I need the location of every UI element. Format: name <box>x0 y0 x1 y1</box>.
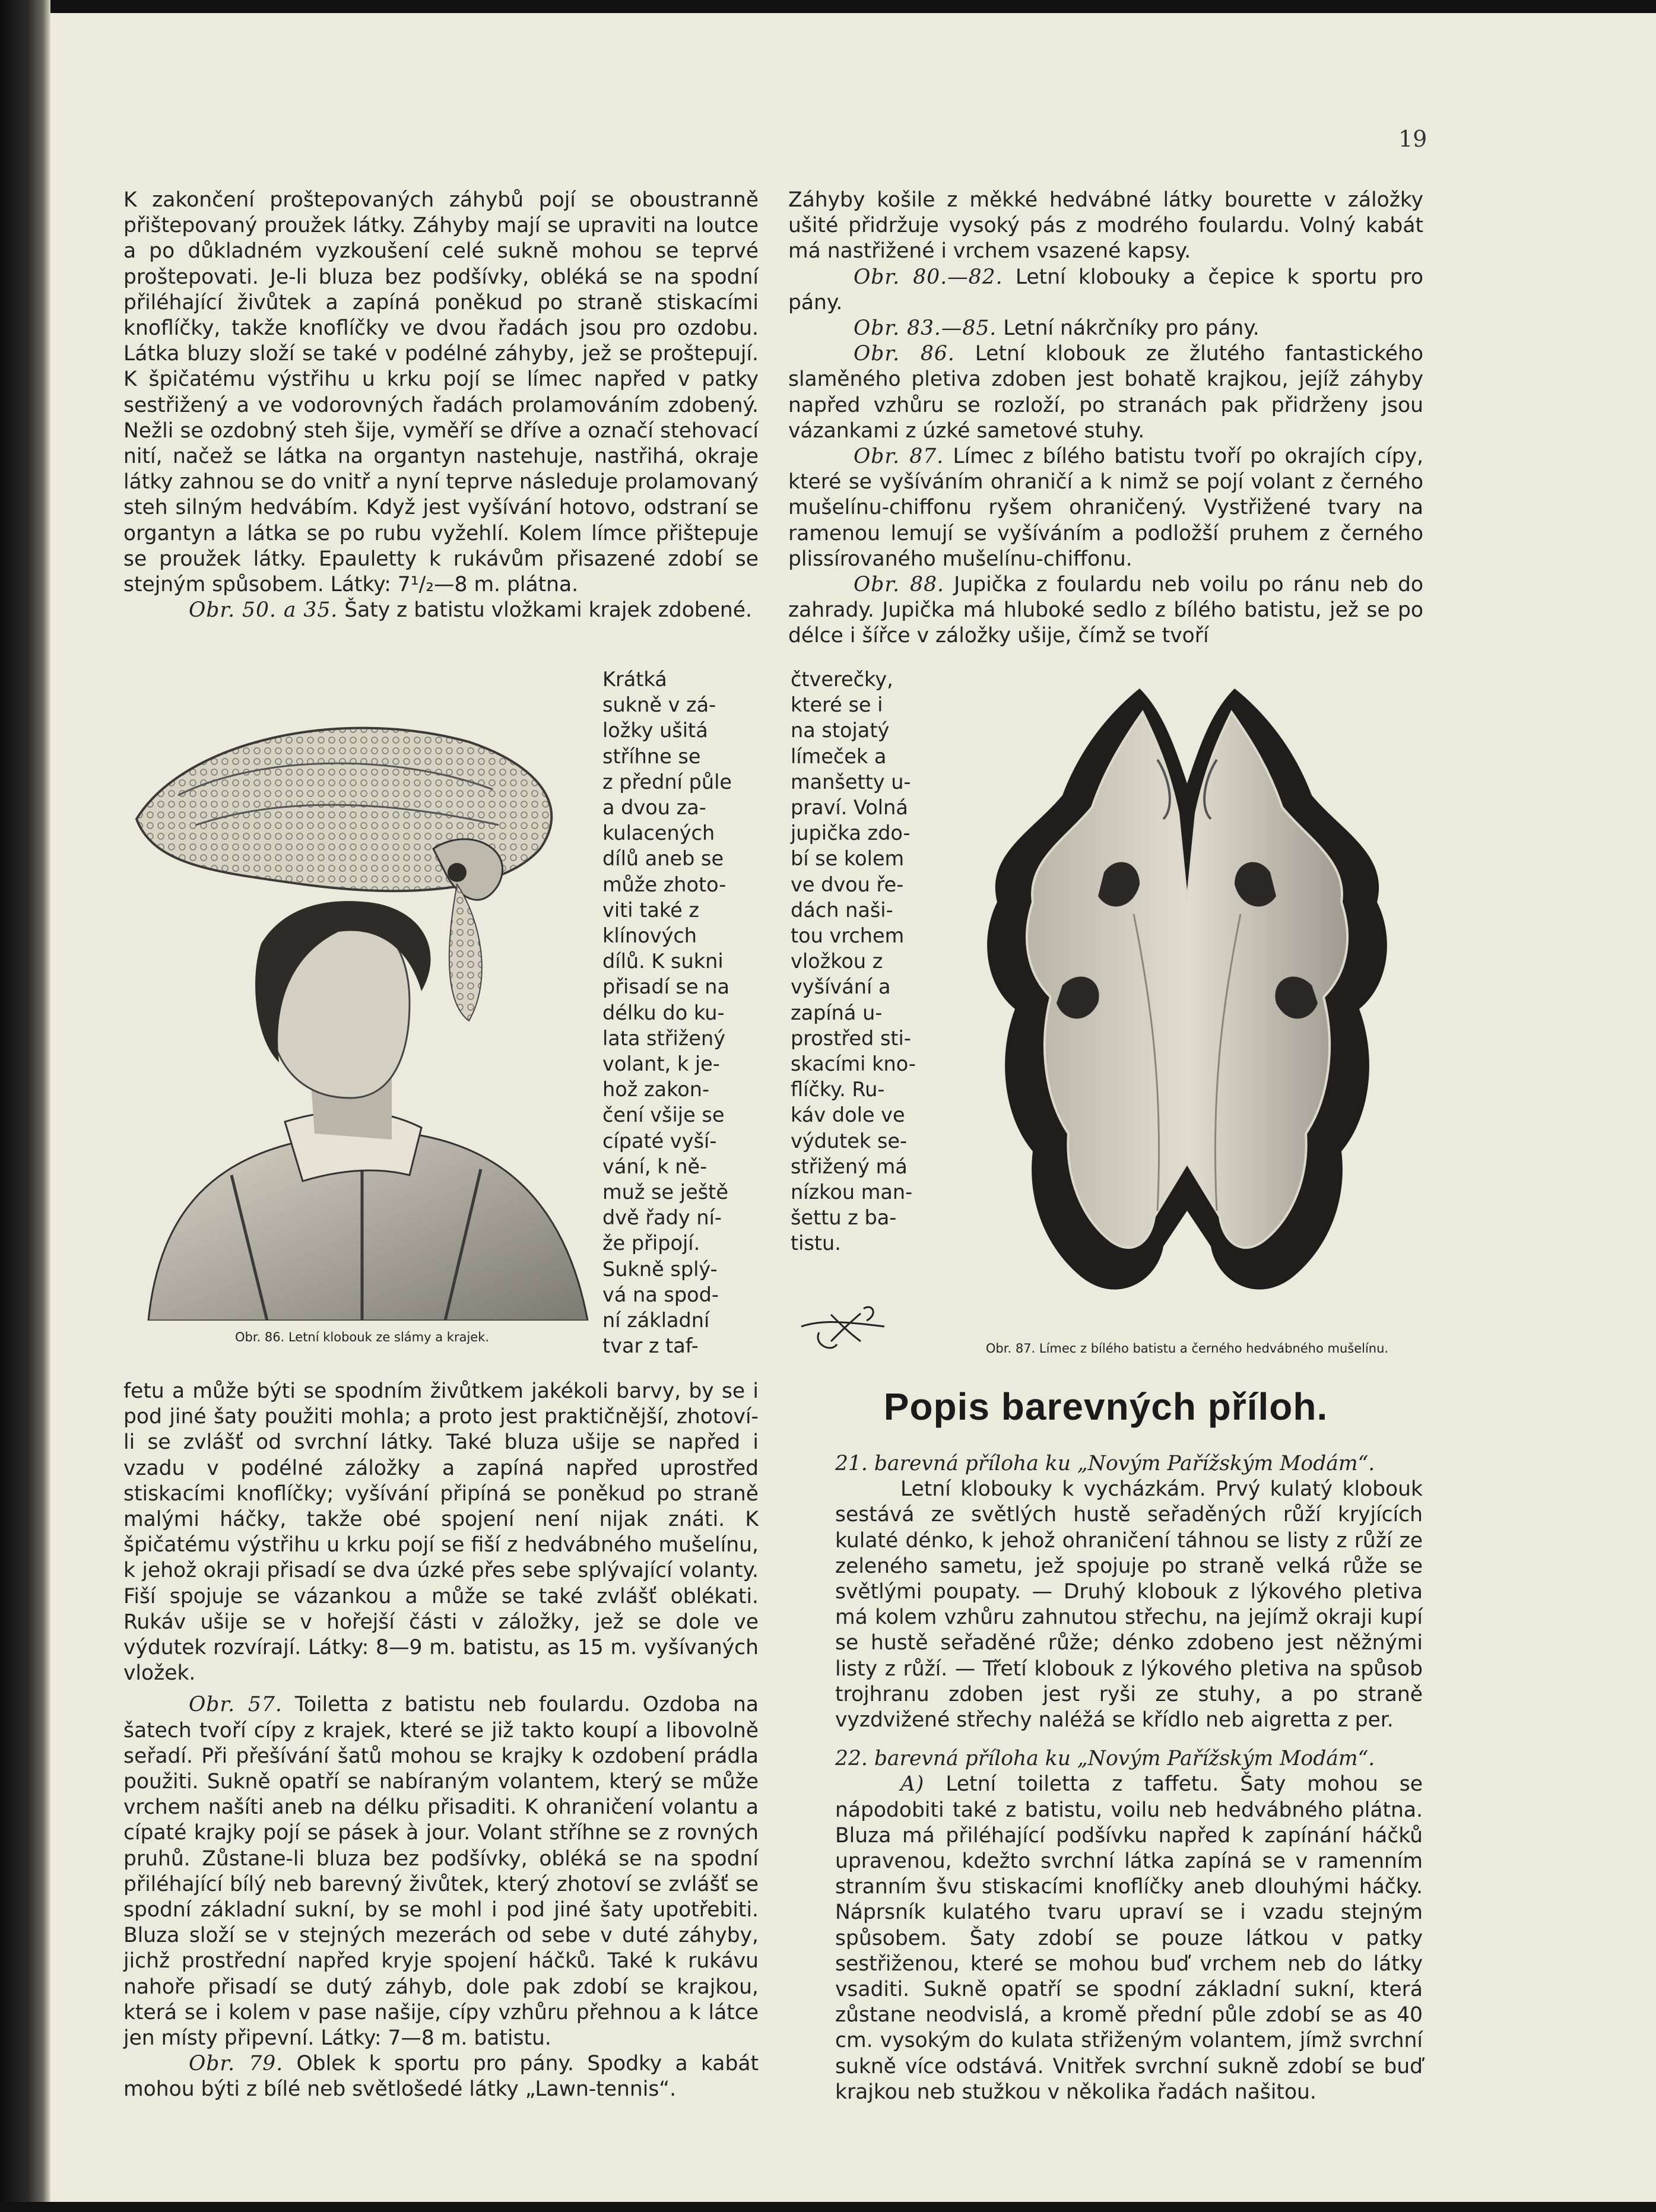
paragraph: fetu a může býti se spodním živůtkem jakékoli barvy, by se i pod jiné šaty použiti mohla; a proto jest praktičnější, zhotoví-li se zvlášť od svrchní látky. Také bluza ušije se napřed i vzadu v podélné záložky a zapíná napřed uprostřed stiskacími knoflíčky; vyšívání připíná se poněkud po straně malými háčky, takže obé spojení není nijak znáti. K špičatému výstřihu u krku pojí se fiší z hedvábného mušelínu, k jehož okraji přisadí se dva úzké přes sebe splývající volanty. Fiší spojuje se vázankou a může se také zvlášť oblékati. Rukáv ušije se v hořejší části v záložky, jež se dole ve výdutek rozvírají. Látky: 8—9 m. batistu, as 15 m. vyšívaných vložek. <box>123 1379 759 1686</box>
text-line: z přední půle <box>602 770 732 794</box>
text-line: vání, k ně- <box>602 1154 708 1178</box>
paragraph-text: Letní klobouky a čepice k sportu pro pány. <box>788 265 1423 315</box>
paragraph-text: Šaty z batistu vložkami krajek zdobené. <box>344 598 752 623</box>
text-line: jupička zdo- <box>791 821 911 845</box>
figure-ref: Obr. 79. <box>189 2052 284 2076</box>
figure-87-illustration <box>962 677 1413 1329</box>
paragraph-text: Toiletta z batistu neb foulardu. Ozdoba na šatech tvoří cípy z krajek, které se již takto koupí a libovolně seřadí. Při přešívání šatů mohou se krajky k ozdobení prádla použiti. Sukně opatří se nabíraným volantem, který se může vrchem našíti aneb na délku přisaditi. K ohraničení volantu a cípaté krajky pojí se pásek à jour. Volant stříhne se z rovných pruhů. Zůstane-li bluza bez podšívky, obléká se na spodní přiléhající bílý neb barevný živůtek, který zhotoví se zvlášť se spodní základní sukní, by se mohl i pod jiné šaty upotřebiti. Bluza složí se v stejných mezerách od sebe v duté záhyby, jichž prostřední napřed kryje spojení háčků. Také k rukávu nahoře přisadí se dutý záhyb, dole pak zdobí se krajkou, která se i kolem v pase našije, cípy vzhůru přehnou a k látce jen místy připevní. Látky: 7—8 m. batistu. <box>123 1693 759 2051</box>
text-line: manšetty u- <box>791 770 911 794</box>
paragraph-text: Letní klobouk ze žlutého fantastického slaměného pletiva zdoben jest bohatě krajkou, jejíž záhyby napřed vzhůru se rozloží, po stranách pak přidrženy jsou vázankami z úzké sametové stuhy. <box>788 342 1424 443</box>
hat-illustration <box>113 671 605 1321</box>
text-line: flíčky. Ru- <box>791 1078 885 1102</box>
column-1-top <box>123 188 759 623</box>
text-line: stříhne se <box>602 744 701 768</box>
text-line: zapíná u- <box>791 1001 883 1024</box>
text-line: límeček a <box>791 744 887 768</box>
text-line: viti také z <box>602 898 699 922</box>
text-line: kulacených <box>602 821 715 845</box>
paragraph: K zakončení proštepovaných záhybů pojí se oboustranně přištepovaný proužek látky. Záhyby mají se upraviti na loutce a po důkladném vyzkoušení celé sukně mohou se teprvé proštepovati. Je-li bluza bez podšívky, obléká se na spodní přiléhající živůtek a zapíná poněkud po straně stiskacími knoflíčky, takže knoflíčky ve dvou řadách jsou pro ozdobu. Látka bluzy složí se také v podélné záhyby, jež se proštepují. K špičatému výstřihu u krku pojí se límec napřed v patky sestřižený a ve vodorovných řadách prolamováním zdobený. Nežli se ozdobný steh šije, vyměří se dříve a označí stehovací nití, načež se látka na organtyn nastehuje, nastřihá, okraje látky zahnou se do vnitř a nyní teprve následuje prolamovaný steh silným hedvábím. Když jest vyšívání hotovo, odstraní se organtyn a látka se po rubu vyžehlí. Kolem límce přištepuje se proužek látky. Epauletty k rukávům přisazené zdobí se stejným spůsobem. Látky: 7¹/₂—8 m. plátna. <box>123 188 759 597</box>
text-line: cípaté vyší- <box>602 1129 717 1153</box>
paragraph-text: Oblek k sportu pro pány. Spodky a kabát mohou býti z bílé neb světlošedé látky „Lawn-tennis“. <box>123 2052 759 2102</box>
paragraph-obr86 <box>788 341 1423 444</box>
text-line: prostřed sti- <box>791 1026 911 1050</box>
figure-86-illustration <box>113 671 605 1321</box>
text-line: dách naši- <box>791 898 893 922</box>
text-line: lata střižený <box>602 1026 726 1050</box>
figure-ref: Obr. 50. a 35. <box>189 598 338 623</box>
text-line: dílů. K sukni <box>602 950 724 973</box>
text-line: tvar z taf- <box>602 1334 699 1358</box>
subheading-21: 21. barevná příloha ku „Novým Pařížským Modám“. <box>835 1452 1375 1475</box>
column-2-top <box>788 188 1423 649</box>
subheading-22: 22. barevná příloha ku „Novým Pařížským Modám“. <box>835 1747 1375 1771</box>
text-line: čení všije se <box>602 1103 725 1127</box>
paragraph-22 <box>835 1772 1423 2105</box>
text-line: dvě řady ní- <box>602 1206 722 1230</box>
paragraph-obr79 <box>123 2051 759 2102</box>
paragraph-obr83 <box>788 316 1423 341</box>
text-line: ve dvou ře- <box>791 872 904 896</box>
text-line: na stojatý <box>791 719 890 742</box>
column-1-bottom <box>123 1379 759 2103</box>
column-2-bottom <box>835 1451 1423 2105</box>
obr88-narrow-text <box>791 667 946 1256</box>
text-line: vložkou z <box>791 950 883 973</box>
figure-87-caption: Obr. 87. Límec z bílého batistu a černého hedvábného mušelínu. <box>985 1341 1389 1356</box>
paragraph-obr57 <box>123 1692 759 2051</box>
figure-ref: Obr. 83.—85. <box>854 316 997 341</box>
text-line: střižený má <box>791 1154 908 1178</box>
figure-86-caption: Obr. 86. Letní klobouk ze slámy a krajek. <box>234 1330 490 1344</box>
paragraph: Záhyby košile z měkké hedvábné látky bourette v záložky ušité přidržuje vysoký pás z modrého foulardu. Volný kabát má nastřižené i vrchem vsazené kapsy. <box>788 188 1423 264</box>
book-spine-shadow <box>0 0 50 2212</box>
figure-ref: Obr. 57. <box>189 1693 283 1717</box>
text-line: přisadí se na <box>602 975 730 999</box>
text-line: tou vrchem <box>791 924 905 948</box>
text-line: káv dole ve <box>791 1103 905 1127</box>
page-number: 19 <box>1398 126 1427 152</box>
paragraph-21: Letní klobouky k vycházkám. Prvý kulatý klobouk sestává ze světlých hustě seřaděných růží kryjících kulaté dénko, k jehož ohraničení táhnou se listy z růží ze zeleného sametu, jež spojuje po straně velká růže se světlými poupaty. — Druhý klobouk z lýkového pletiva má kolem vzhůru zahnutou střechu, na jejímž okraji kupí se hustě seřaděné růže; dénko zdobeno jest něžnými listy z růží. — Třetí klobouk z lýkového pletiva na spůsob trojhranu zdoben jest ryši ze stuhy, a po straně vyzdvižené střechy naléžá se křídlo neb aigretta z per. <box>835 1477 1423 1732</box>
paragraph-obr50 <box>123 598 759 623</box>
text-line: délku do ku- <box>602 1001 725 1024</box>
paragraph-text: Jupička z foulardu neb voilu po ránu neb do zahrady. Jupička má hluboké sedlo z bílého batistu, jež se po délce i šířce v záložky ušije, čímž se tvoří <box>788 573 1424 648</box>
scan-bottom-edge <box>0 2202 1656 2212</box>
text-line: Krátká <box>602 668 667 691</box>
paragraph-obr80 <box>788 265 1423 316</box>
text-line: nízkou man- <box>791 1180 913 1204</box>
text-line: šettu z ba- <box>791 1206 897 1230</box>
text-line: ní základní <box>602 1309 710 1332</box>
text-line: že připojí. <box>602 1232 700 1255</box>
text-line: a dvou za- <box>602 796 706 820</box>
text-line: praví. Volná <box>791 796 908 820</box>
text-line: klínových <box>602 924 697 948</box>
text-line: volant, k je- <box>602 1052 720 1076</box>
collar-illustration <box>962 677 1413 1329</box>
text-line: které se i <box>791 693 883 717</box>
paragraph-obr88 <box>788 572 1423 649</box>
text-line: sukně v zá- <box>602 693 716 717</box>
text-line: výdutek se- <box>791 1129 908 1153</box>
text-line: bí se kolem <box>791 847 905 871</box>
figure-ref: Obr. 88. <box>854 573 945 597</box>
figure-ref: Obr. 80.—82. <box>854 265 1003 289</box>
text-line: ložky ušitá <box>602 719 708 742</box>
ornament-flourish-icon <box>795 1297 890 1356</box>
text-line: vá na spod- <box>602 1283 719 1306</box>
item-label: A) <box>900 1772 925 1797</box>
figure-ref: Obr. 87. <box>854 445 944 469</box>
text-line: Sukně splý- <box>602 1257 718 1281</box>
text-line: muž se ještě <box>602 1180 728 1204</box>
paragraph-text: Límec z bílého batistu tvoří po okrajích cípy, které se vyšíváním ohraničí a k nimž se pojí volant z černého mušelínu-chiffonu ryšem ohraničený. Vystřižené tvary na ramenou lemují se vyšíváním a podložší pruhem z černého plissírovaného mušelínu-chiffonu. <box>788 445 1423 571</box>
text-line: dílů aneb se <box>602 847 724 871</box>
obr50-narrow-text <box>602 667 758 1359</box>
paragraph-text: Letní nákrčníky pro pány. <box>1003 316 1260 341</box>
text-line: skacími kno- <box>791 1052 916 1076</box>
text-line: tistu. <box>791 1232 841 1255</box>
paragraph-text: Letní toiletta z taffetu. Šaty mohou se nápodobiti také z batistu, voilu neb hedvábného plátna. Bluza má přiléhající podšívku napřed k zapínání háčků upravenou, kdežto svrchní látka zapíná se v ramenním stranním švu stiskacími knoflíčky aneb dlouhými háčky. Náprsník kulatého tvaru upraví se i vzadu stejným spůsobem. Šaty zdobí se pouze látkou v patky sestřiženou, které se mohou buď vrchem neb do látky vsaditi. Sukně opatří se spodní základní sukní, která zůstane neodvislá, a kromě přední půle zdobí se as 40 cm. vysokým do kulata střiženým volantem, jímž svrchní sukně více odstává. Vnitřek svrchní sukně zdobí se buď krajkou neb stužkou v několika řadách našitou. <box>835 1772 1423 2104</box>
scan-top-edge <box>0 0 1656 13</box>
paragraph-obr87 <box>788 444 1423 572</box>
text-line: hož zakon- <box>602 1078 710 1102</box>
section-heading: Popis barevných příloh. <box>883 1385 1328 1428</box>
text-line: vyšívání a <box>791 975 891 999</box>
flourish-icon <box>795 1297 890 1356</box>
text-line: může zhoto- <box>602 872 727 896</box>
figure-ref: Obr. 86. <box>854 342 955 366</box>
text-line: čtverečky, <box>791 668 893 691</box>
